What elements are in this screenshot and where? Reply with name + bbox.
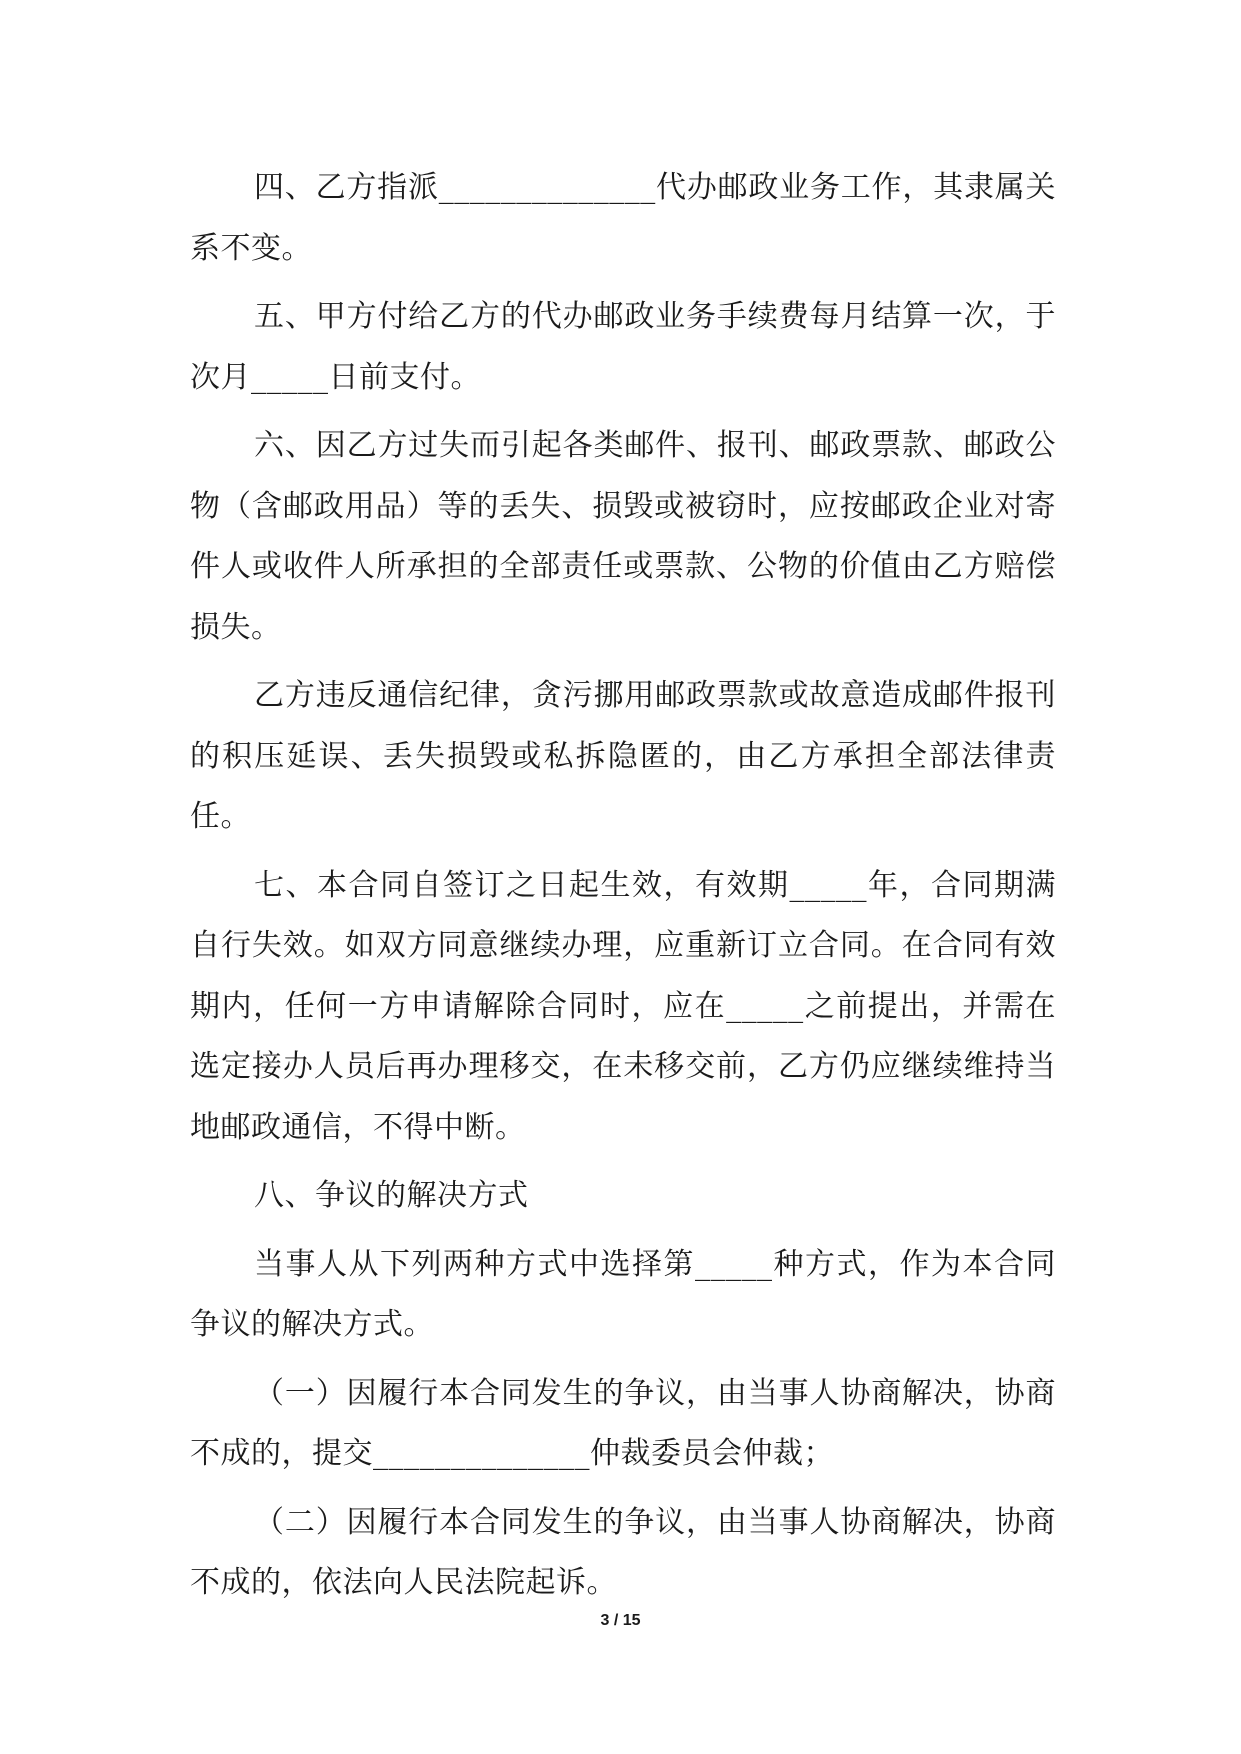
clause-8-option-2: （二）因履行本合同发生的争议，由当事人协商解决，协商不成的，依法向人民法院起诉。 (190, 1504, 1056, 1600)
clause-5: 五、甲方付给乙方的代办邮政业务手续费每月结算一次，于次月_____日前支付。 (190, 299, 1056, 395)
clause-8-selection: 当事人从下列两种方式中选择第_____种方式，作为本合同争议的解决方式。 (190, 1246, 1056, 1342)
page-number: 3 / 15 (600, 1612, 641, 1629)
clause-6: 六、因乙方过失而引起各类邮件、报刊、邮政票款、邮政公物（含邮政用品）等的丢失、损毁或被窃时，应按邮政企业对寄件人或收件人所承担的全部责任或票款、公物的价值由乙方赔偿损失。 (190, 428, 1056, 645)
clause-8-option-1: （一）因履行本合同发生的争议，由当事人协商解决，协商不成的，提交______________仲裁委员会仲裁； (190, 1375, 1056, 1471)
clause-6-supplement: 乙方违反通信纪律，贪污挪用邮政票款或故意造成邮件报刊的积压延误、丢失损毁或私拆隐匿的，由乙方承担全部法律责任。 (190, 678, 1056, 834)
document-body (190, 158, 1056, 1622)
clause-7: 七、本合同自签订之日起生效，有效期_____年，合同期满自行失效。如双方同意继续办理，应重新订立合同。在合同有效期内，任何一方申请解除合同时，应在_____之前提出，并需在选定接办人员后再办理移交，在未移交前，乙方仍应继续维持当地邮政通信，不得中断。 (190, 867, 1056, 1145)
clause-4: 四、乙方指派______________代办邮政业务工作，其隶属关系不变。 (190, 170, 1056, 266)
clause-8-heading: 八、争议的解决方式 (254, 1178, 529, 1213)
